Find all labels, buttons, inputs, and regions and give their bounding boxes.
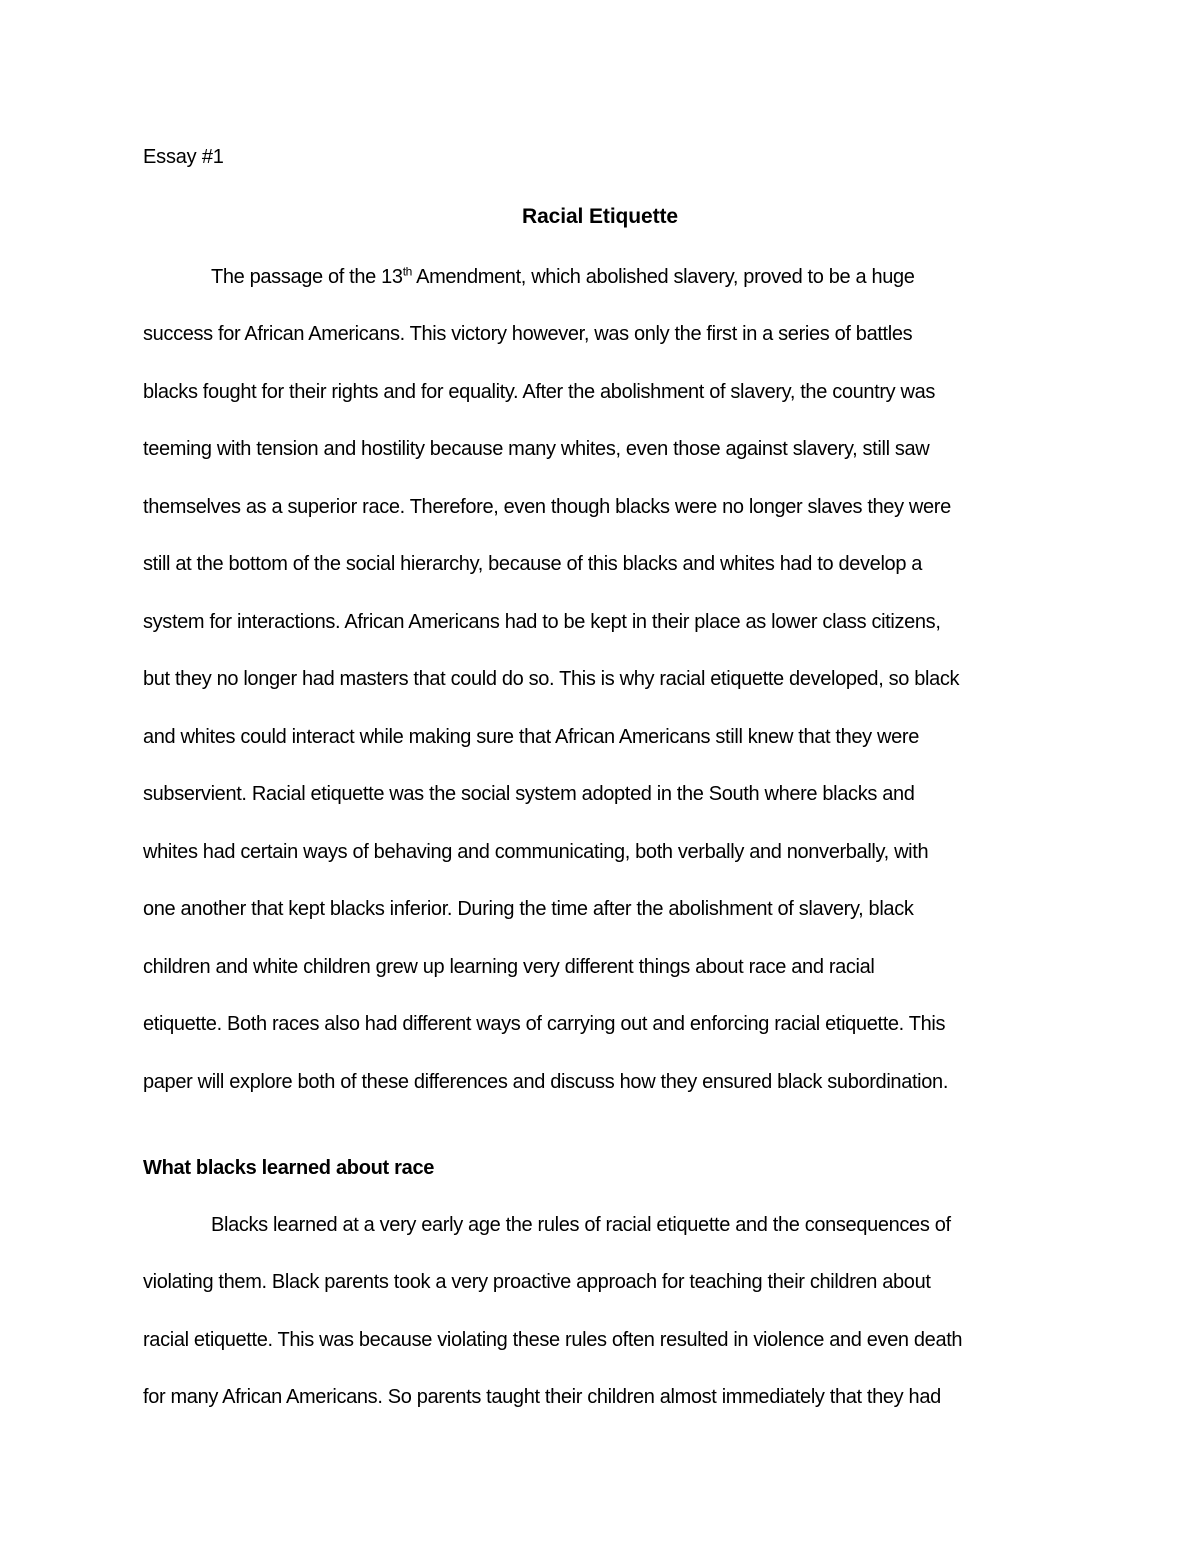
paragraph-line: system for interactions. African Americans had to be kept in their place as lower class citizens, bbox=[143, 611, 941, 633]
paragraph-line: subservient. Racial etiquette was the social system adopted in the South where blacks and bbox=[143, 783, 915, 805]
paragraph-line bbox=[211, 263, 915, 291]
paragraph-line: Blacks learned at a very early age the rules of racial etiquette and the consequences of bbox=[211, 1214, 951, 1236]
paragraph-line: but they no longer had masters that could do so. This is why racial etiquette developed, so black bbox=[143, 668, 960, 690]
paragraph-line: racial etiquette. This was because violating these rules often resulted in violence and even death bbox=[143, 1329, 963, 1351]
paragraph-line: success for African Americans. This victory however, was only the first in a series of battles bbox=[143, 323, 913, 345]
essay-title: Racial Etiquette bbox=[522, 205, 678, 228]
paragraph-line: paper will explore both of these differences and discuss how they ensured black subordination. bbox=[143, 1071, 949, 1093]
essay-label: Essay #1 bbox=[143, 146, 224, 168]
paragraph-line: themselves as a superior race. Therefore, even though blacks were no longer slaves they were bbox=[143, 496, 951, 518]
text-segment: The passage of the 13 bbox=[211, 266, 403, 288]
paragraph-line: etiquette. Both races also had different ways of carrying out and enforcing racial etiquette. This bbox=[143, 1013, 946, 1035]
paragraph-line: blacks fought for their rights and for equality. After the abolishment of slavery, the country was bbox=[143, 381, 936, 403]
text-segment: Amendment, which abolished slavery, proved to be a huge bbox=[412, 266, 915, 288]
paragraph-line: and whites could interact while making sure that African Americans still knew that they were bbox=[143, 726, 919, 748]
section-heading: What blacks learned about race bbox=[143, 1157, 435, 1179]
paragraph-line: one another that kept blacks inferior. During the time after the abolishment of slavery, black bbox=[143, 898, 914, 920]
superscript: th bbox=[402, 264, 412, 279]
paragraph-line: teeming with tension and hostility because many whites, even those against slavery, still saw bbox=[143, 438, 930, 460]
paragraph-line: still at the bottom of the social hierarchy, because of this blacks and whites had to develop a bbox=[143, 553, 923, 575]
paragraph-line: for many African Americans. So parents taught their children almost immediately that they had bbox=[143, 1386, 941, 1408]
paragraph-line: children and white children grew up learning very different things about race and racial bbox=[143, 956, 875, 978]
paragraph-line: violating them. Black parents took a very proactive approach for teaching their children about bbox=[143, 1271, 931, 1293]
paragraph-line: whites had certain ways of behaving and communicating, both verbally and nonverbally, with bbox=[143, 841, 929, 863]
